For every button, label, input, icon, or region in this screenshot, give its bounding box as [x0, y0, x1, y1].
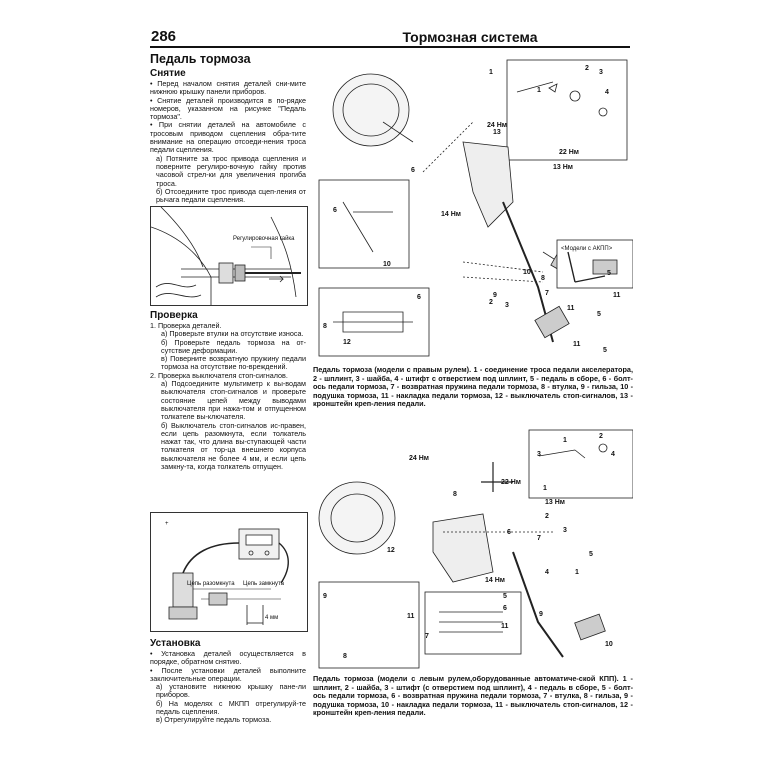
removal-line: а) Потяните за трос привода сцепления и поверните регулиро-вочную гайку против часовой стрел-ки для увеличения прогиба троса. [156, 153, 306, 188]
check-line: 1. Проверка деталей. [150, 321, 222, 330]
svg-text:1: 1 [543, 485, 547, 492]
figure1-caption: Педаль тормоза (модели с правым рулем). 1 - соединение троса педали акселератора, 2 - шплинт, 3 - шайба, 4 - штифт с отверстием под шплинт, 5 - педаль в сборе, 6 - болт-ось педали тормоза, 7 - возвратная пружина педали тормоза, 8 - втулка, 9 - гильза, 10 - подушка тормоза, 11 - накладка педали тормоза, 12 - выключатель стоп-сигналов, 13 - кронштейн креп-ления педали. [313, 365, 633, 408]
svg-text:3: 3 [537, 451, 541, 458]
install-heading: Установка [150, 638, 201, 649]
check-line: 2. Проверка выключателя стоп-сигналов. [150, 370, 288, 380]
torque-label: 13 Нм [553, 164, 573, 171]
svg-text:11: 11 [407, 613, 415, 620]
svg-text:13: 13 [493, 129, 501, 136]
removal-line: • При снятии деталей на автомобиле с тросовым приводом сцепления обра-тите внимание на операцию отсоеди-нения троса педали сцепления. [150, 120, 306, 155]
figure-label: Цепь разомкнута [187, 581, 235, 587]
svg-text:1: 1 [537, 87, 541, 94]
svg-text:3: 3 [505, 302, 509, 309]
svg-text:9: 9 [539, 611, 543, 618]
svg-text:6: 6 [333, 207, 337, 214]
svg-text:10: 10 [383, 261, 391, 268]
left-column [150, 52, 306, 204]
header-rule [150, 46, 630, 48]
multimeter-figure [150, 512, 308, 632]
svg-text:3: 3 [563, 527, 567, 534]
svg-text:5: 5 [603, 347, 607, 354]
torque-label: 24 Нм [409, 455, 429, 462]
svg-text:12: 12 [343, 339, 351, 346]
removal-heading: Снятие [150, 68, 186, 79]
figure2-drawing [313, 422, 633, 669]
figure2-caption: Педаль тормоза (модели с левым рулем,оборудованные автоматиче-ской КПП). 1 - шплинт, 2 - шайба, 3 - штифт (с отверстием под шплинт), 4 - педаль в сборе, 5 - болт-ось педали тормоза, 6 - возвратная пружина педали тормоза, 7 - втулка, 8 - гильза, 9 - подушка тормоза, 10 - накладка педали тормоза, 11 - выключатель стоп-сигналов, 12 - кронштейн креп-ления педали. [313, 674, 633, 717]
multimeter-drawing [151, 513, 307, 631]
figure-label: Цепь замкнута [243, 581, 284, 587]
running-title: Тормозная система [402, 29, 538, 45]
check-line: а) Подсоедините мультиметр к вы-водам выключателя стоп-сигналов и проверьте состояние цепей между выводами выключателя при нажа-том и отпущенном толкателе вы-ключателя. [161, 379, 306, 422]
svg-text:2: 2 [585, 65, 589, 72]
torque-label: 14 Нм [441, 211, 461, 218]
svg-text:1: 1 [489, 69, 493, 76]
svg-text:9: 9 [493, 292, 497, 299]
install-section [150, 636, 306, 725]
adjusting-nut-figure [150, 206, 308, 306]
svg-text:4: 4 [611, 451, 615, 458]
figure-label: Регулировочная гайка [233, 236, 295, 242]
svg-text:7: 7 [545, 290, 549, 297]
check-section [150, 308, 306, 471]
removal-line: б) Отсоедините трос привода сцеп-ления от рычага педали сцепления. [156, 186, 306, 205]
svg-text:11: 11 [501, 623, 509, 630]
install-line: • Установка деталей осуществляется в порядке, обратном снятию. [150, 649, 306, 667]
svg-text:4: 4 [545, 569, 549, 576]
figure1-drawing [313, 52, 633, 357]
svg-text:7: 7 [425, 633, 429, 640]
check-line: б) Выключатель стоп-сигналов ис-правен, если цепь разомкнута, если толкатель нажат так, что длина вы-ступающей части толкателя от тор-ца внешнего корпуса выключателя не более 4 мм, и если цепь замкну-та, когда толкатель отпущен. [161, 420, 306, 472]
svg-text:10: 10 [605, 641, 613, 648]
section-title: Педаль тормоза [150, 52, 251, 66]
figure-label: 4 мм [265, 615, 279, 621]
svg-text:8: 8 [323, 323, 327, 330]
svg-text:1: 1 [563, 437, 567, 444]
svg-text:11: 11 [567, 305, 575, 312]
removal-line: • Перед началом снятия деталей сни-мите нижнюю крышку панели приборов. [150, 79, 306, 97]
torque-label: 24 Нм [487, 122, 507, 129]
svg-text:11: 11 [613, 292, 621, 299]
install-line: • После установки деталей выполните заключительные операции. [150, 665, 306, 683]
svg-text:2: 2 [545, 513, 549, 520]
torque-label: 22 Нм [501, 479, 521, 486]
svg-text:4: 4 [605, 89, 609, 96]
check-line: в) Поверните возвратную пружину педали тормоза на отсутствие по-вреждений. [161, 354, 306, 372]
svg-text:10: 10 [523, 269, 531, 276]
svg-text:2: 2 [489, 299, 493, 306]
torque-label: 13 Нм [545, 499, 565, 506]
svg-text:9: 9 [323, 593, 327, 600]
svg-text:5: 5 [589, 551, 593, 558]
svg-text:2: 2 [599, 433, 603, 440]
figure1-diagram [313, 52, 633, 357]
svg-text:5: 5 [503, 593, 507, 600]
check-heading: Проверка [150, 310, 198, 321]
svg-text:8: 8 [453, 491, 457, 498]
check-line: а) Проверьте втулки на отсутствие износа. [161, 329, 304, 339]
torque-label: 14 Нм [485, 577, 505, 584]
svg-text:5: 5 [597, 311, 601, 318]
torque-label: 22 Нм [559, 149, 579, 156]
svg-text:8: 8 [541, 275, 545, 282]
install-line: б) На моделях с МКПП отрегулируй-те педаль сцепления. [156, 698, 306, 717]
removal-line: • Снятие деталей производится в по-рядке номеров, указанном на рисунке "Педаль тормоза". [150, 95, 306, 122]
svg-text:7: 7 [537, 535, 541, 542]
svg-text:3: 3 [599, 69, 603, 76]
akpp-inset-label: <Модели с АКПП> [561, 246, 613, 252]
svg-text:5: 5 [607, 270, 611, 277]
page-number: 286 [151, 28, 177, 45]
adjusting-nut-drawing [151, 207, 307, 305]
svg-text:11: 11 [573, 341, 581, 348]
figure2-diagram [313, 422, 633, 669]
svg-text:8: 8 [343, 653, 347, 660]
install-line: в) Отрегулируйте педаль тормоза. [156, 715, 272, 725]
svg-text:1: 1 [575, 569, 579, 576]
plus-mark: + [165, 521, 169, 527]
svg-text:12: 12 [387, 547, 395, 554]
svg-text:6: 6 [503, 605, 507, 612]
svg-text:6: 6 [507, 529, 511, 536]
svg-text:6: 6 [411, 167, 415, 174]
check-line: б) Проверьте педаль тормоза на от-сутствие деформации. [161, 337, 306, 355]
install-line: а) установите нижнюю крышку пане-ли приборов. [156, 682, 306, 700]
svg-text:6: 6 [417, 294, 421, 301]
